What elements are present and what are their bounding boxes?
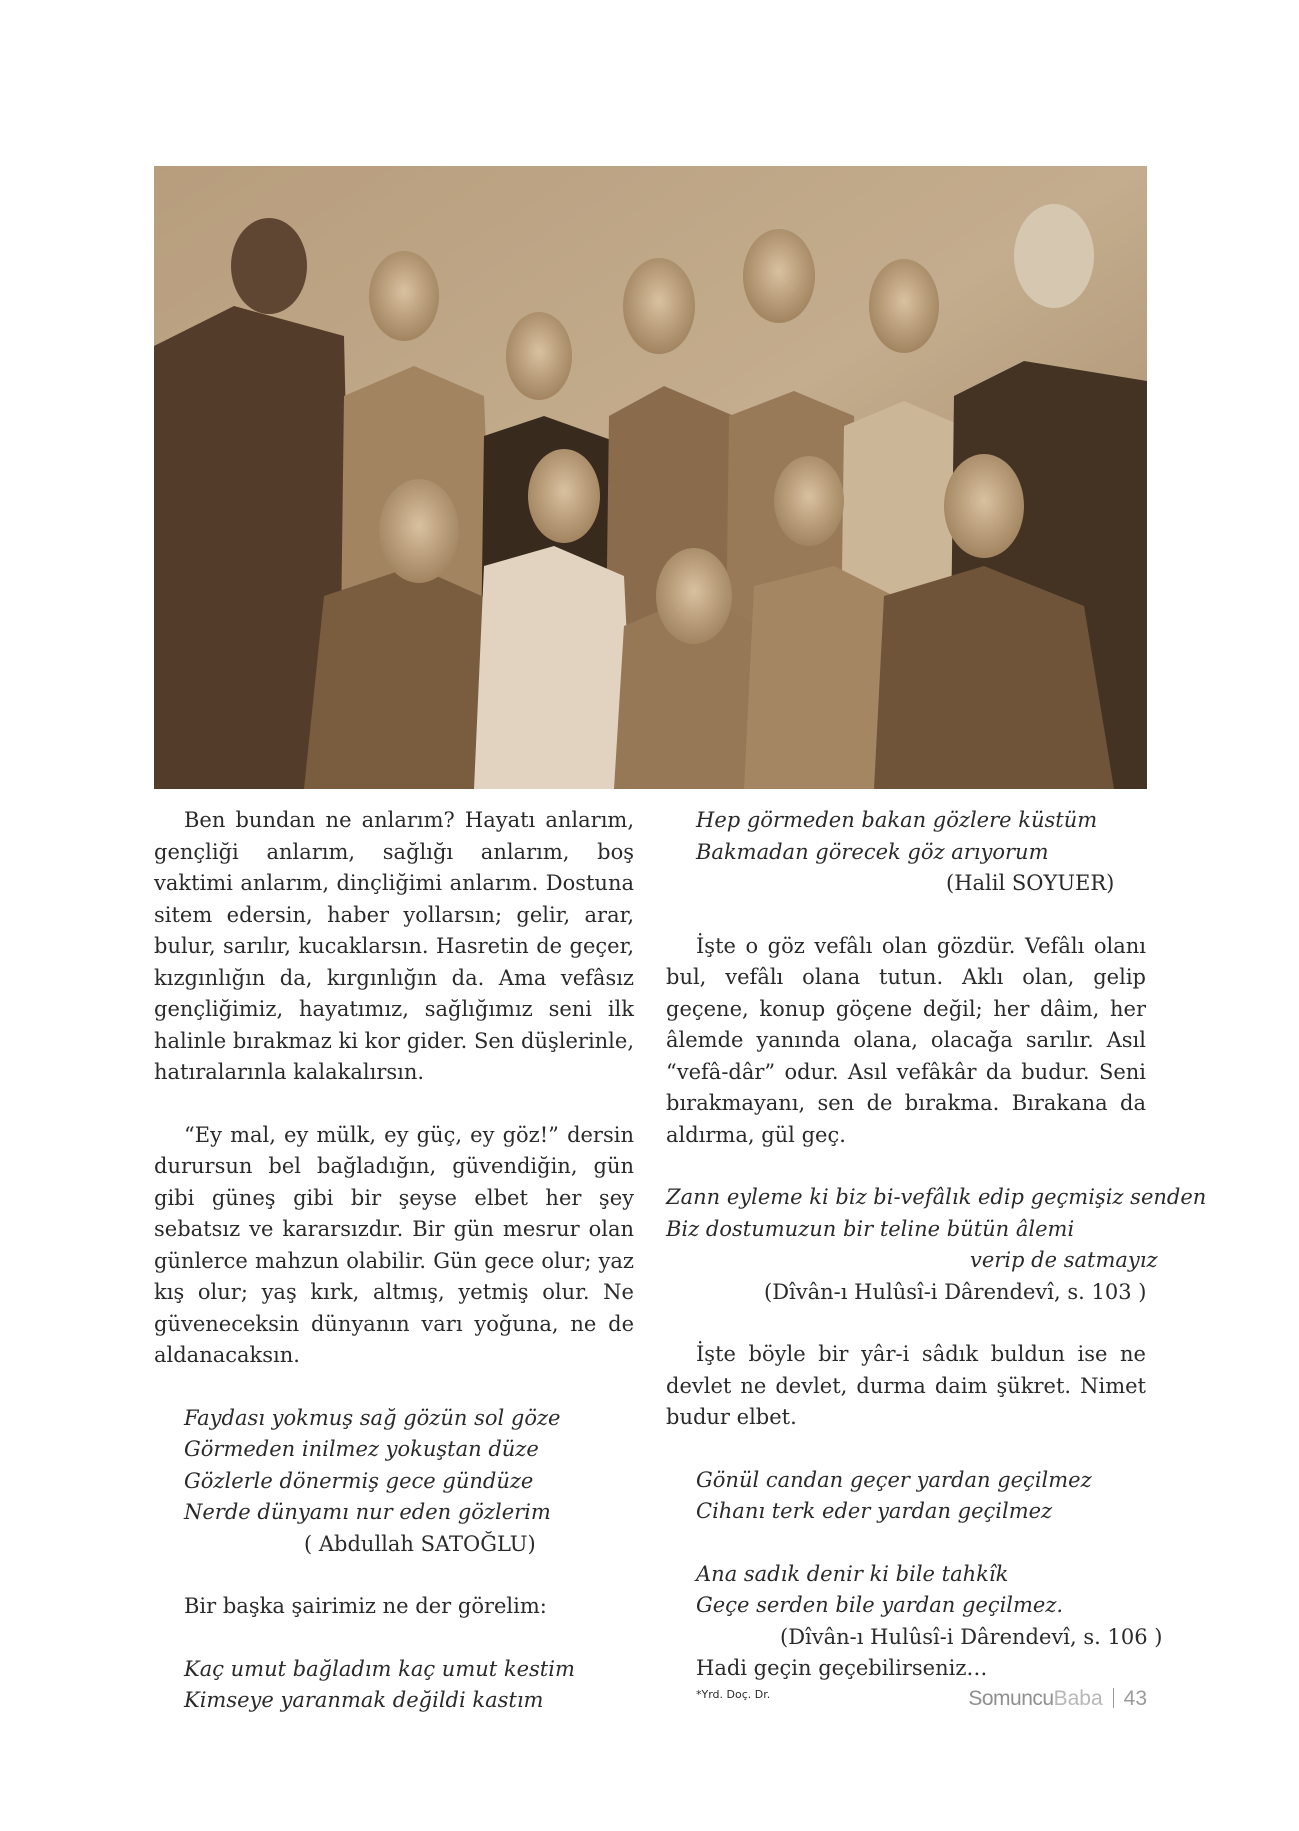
poem-line: Görmeden inilmez yokuştan düze (184, 1437, 539, 1461)
poem-line: Zann eyleme ki biz bi-vefâlık edip geçmişiz senden (666, 1185, 1207, 1209)
poem-source: ( Abdullah SATOĞLU) (304, 1531, 536, 1556)
poem-line: Gözlerle dönermiş gece gündüze (184, 1468, 534, 1493)
closing-line: Hadi geçin geçebilirseniz… (696, 1656, 988, 1680)
paragraph: Bir başka şairimiz ne der görelim: (184, 1594, 547, 1618)
page-number: 43 (1123, 1687, 1147, 1710)
footer-divider (1113, 1688, 1114, 1708)
poem-line: Hep görmeden bakan gözlere küstüm (696, 808, 1098, 832)
poem-line: Gönül candan geçer yardan geçilmez (696, 1467, 1092, 1492)
poem-line: Faydası yokmuş sağ gözün sol göze (184, 1405, 561, 1430)
poem-line: Kimseye yaranmak değildi kastım (184, 1688, 544, 1712)
page-footer (968, 1687, 1147, 1711)
right-column (666, 805, 1207, 1705)
poem-halil-soyuer-part1 (154, 1654, 634, 1717)
paragraph: “Ey mal, ey mülk, ey güç, ey göz!” dersin durursun bel bağladığın, güvendiğin, gün gibi güneş gibi bir şeyse elbet her şey sebatsız ve kararsızdır. Bir gün mesrur olan günlerce mahzun olabilir. Gün gece olur; yaz kış olur; yaş kırk, altmış, yetmiş olur. Ne güveneceksin dünyanın varı yoğuna, ne de aldanacaksın. (154, 1122, 634, 1367)
group-photo-illustration (154, 166, 1147, 789)
left-column (154, 805, 634, 1717)
paragraph: Ben bundan ne anlarım? Hayatı anlarım, gençliği anlarım, sağlığı anlarım, boş vaktimi anlarım, dinçliğimi anlarım. Dostuna sitem edersin, haber yollarsın; gelir, arar, bulur, sarılır, kucaklarsın. Hasretin de geçer, kızgınlığın da, kırgınlığın da. Ama vefâsız gençliğimiz, hayatımız, sağlığımız seni ilk halinle bırakmaz ki kor gider. Sen düşlerinle, hatıralarınla kalakalırsın. (154, 808, 634, 1084)
poem-source: (Dîvân-ı Hulûsî-i Dârendevî, s. 106 ) (780, 1624, 1163, 1649)
group-photo (154, 166, 1147, 789)
poem-line: Bakmadan görecek göz arıyorum (696, 839, 1049, 864)
poem-halil-soyuer-part2 (666, 805, 1146, 868)
footnote: *Yrd. Doç. Dr. (696, 1687, 771, 1701)
poem-line: verip de satmayız (970, 1248, 1158, 1272)
magazine-name-part1: Somuncu (968, 1687, 1054, 1710)
poem-hulusi-106-part2 (666, 1559, 1146, 1622)
poem-hulusi-106-part1 (666, 1465, 1146, 1528)
poem-source: (Halil SOYUER) (946, 871, 1115, 895)
poem-abdullah-satoglu (154, 1403, 634, 1529)
poem-line: Biz dostumuzun bir teline bütün âlemi (666, 1216, 1075, 1241)
poem-line: Ana sadık denir ki bile tahkîk (696, 1561, 1009, 1586)
poem-line: Cihanı terk eder yardan geçilmez (696, 1499, 1053, 1523)
poem-source: (Dîvân-ı Hulûsî-i Dârendevî, s. 103 ) (764, 1279, 1147, 1304)
poem-line: Kaç umut bağladım kaç umut kestim (184, 1656, 575, 1681)
poem-hulusi-103 (666, 1182, 1207, 1277)
poem-line: Nerde dünyamı nur eden gözlerim (184, 1500, 551, 1524)
magazine-name-part2: Baba (1053, 1687, 1103, 1710)
poem-line: Geçe serden bile yardan geçilmez. (696, 1593, 1064, 1617)
paragraph: İşte böyle bir yâr-i sâdık buldun ise ne devlet ne devlet, durma daim şükret. Nimet budur elbet. (666, 1342, 1146, 1429)
paragraph: İşte o göz vefâlı olan gözdür. Vefâlı olanı bul, vefâlı olana tutun. Aklı olan, gelip geçene, konup göçene değil; her dâim, her âlemde yanında olana, olacağa sarılır. Asıl “vefâ-dâr” odur. Asıl vefâkâr da budur. Seni bırakmayanı, sen de bırakma. Bırakana da aldırma, gül geç. (666, 933, 1146, 1147)
